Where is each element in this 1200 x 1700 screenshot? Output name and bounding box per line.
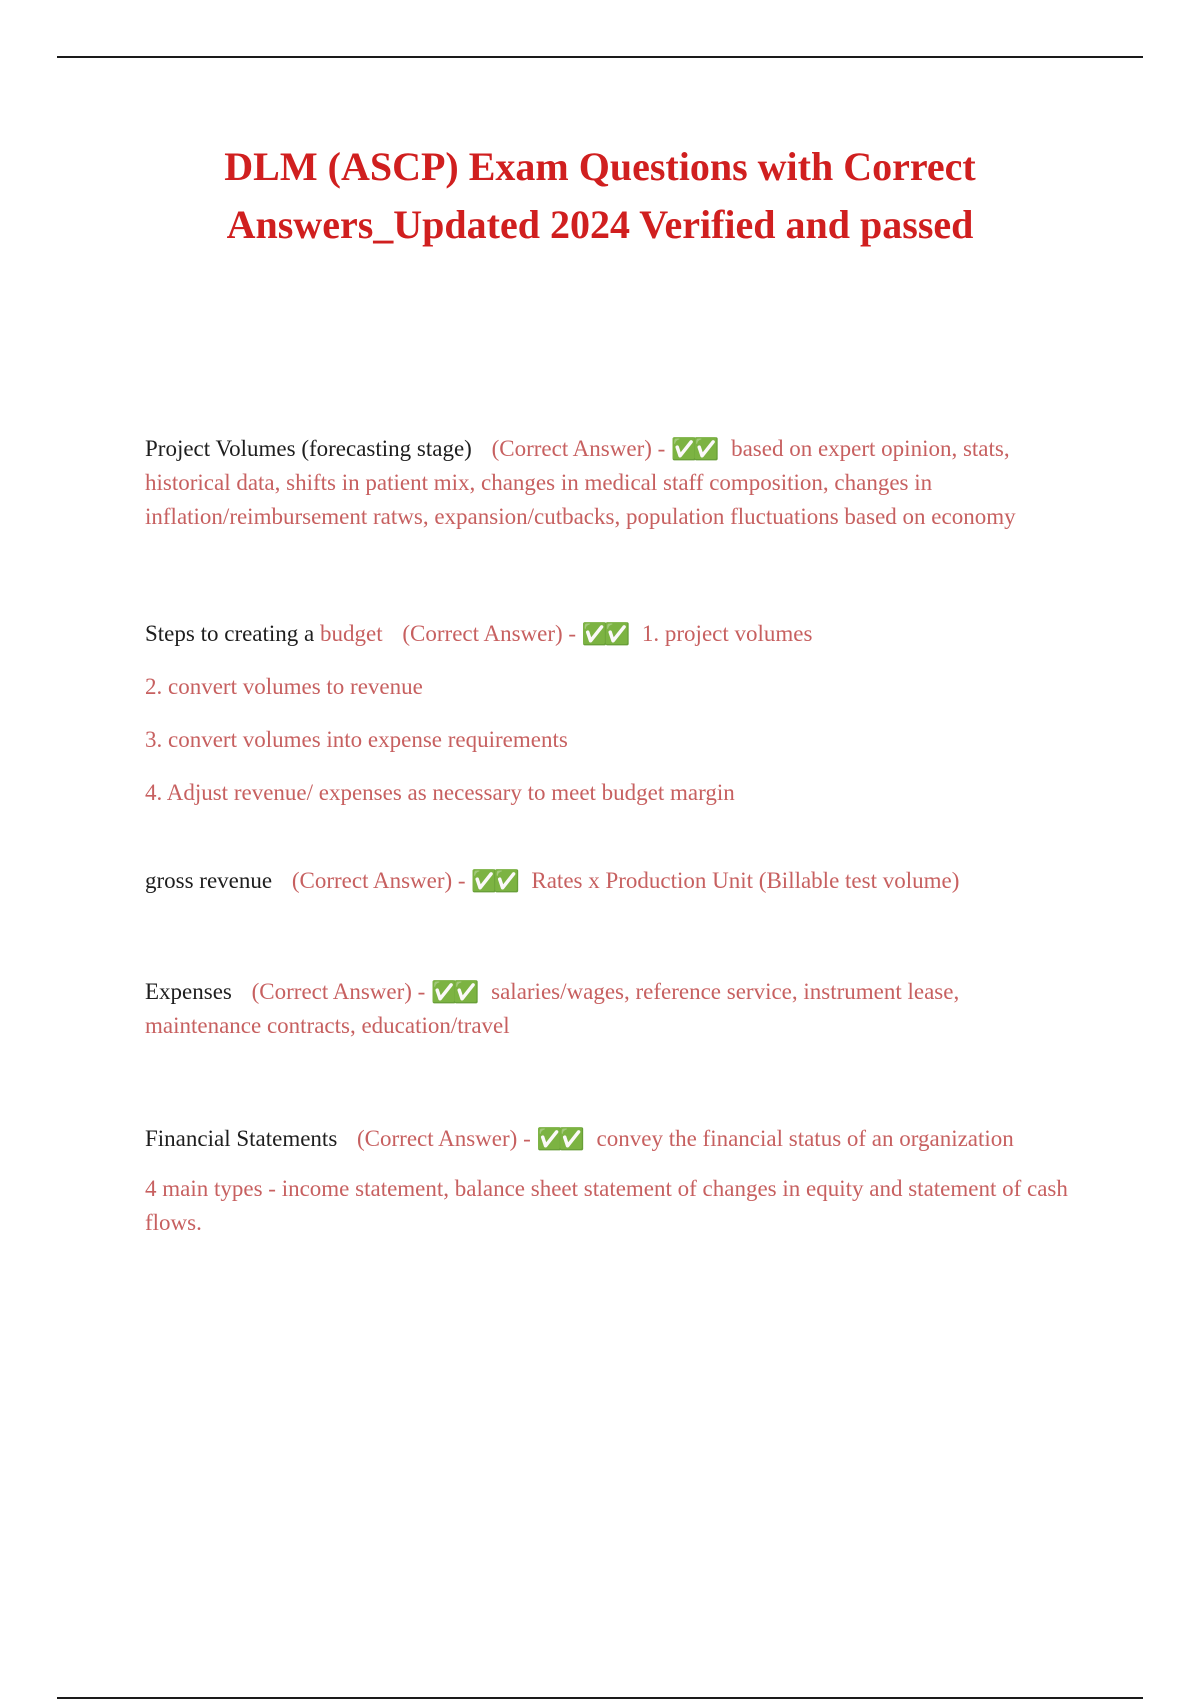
budget-step: 4. Adjust revenue/ expenses as necessary to meet budget margin [145,780,735,805]
answer-text: Rates x Production Unit (Billable test volume) [531,868,960,893]
qa-entry [145,617,1080,810]
question-text: Expenses [145,979,232,1004]
question-highlight: budget [320,621,383,646]
qa-entry [145,975,1080,1043]
double-check-icon: ✅✅ [536,1127,581,1151]
qa-paragraph [145,432,1080,534]
answer-label: (Correct Answer) - [357,1126,531,1151]
answer-label: (Correct Answer) - [491,436,666,461]
double-check-icon: ✅✅ [471,869,516,893]
qa-paragraph [145,864,1080,898]
answer-text: 1. project volumes [641,621,813,646]
top-rule [57,56,1143,58]
question-text: Project Volumes (forecasting stage) [145,436,472,461]
answer-label: (Correct Answer) - [291,868,466,893]
qa-paragraph [145,975,1080,1043]
bottom-rule [57,1697,1143,1699]
answer-extra: 4 main types - income statement, balance sheet statement of changes in equity and statement of cash flows. [145,1176,1068,1235]
double-check-icon: ✅✅ [431,980,476,1004]
question-text: Steps to creating a [145,621,315,646]
double-check-icon: ✅✅ [671,437,716,461]
qa-entry [145,432,1080,534]
qa-entry [145,864,1080,898]
answer-text: salaries/wages, reference service, instrument lease, maintenance contracts, education/travel [145,979,960,1038]
double-check-icon: ✅✅ [581,622,627,646]
budget-step: 3. convert volumes into expense requirements [145,727,568,752]
qa-paragraph [145,1122,1080,1156]
qa-paragraph [145,617,1080,651]
budget-step: 2. convert volumes to revenue [145,674,423,699]
answer-label: (Correct Answer) - [251,979,426,1004]
answer-label: (Correct Answer) - [402,621,577,646]
qa-content [145,432,1080,1240]
answer-text: based on expert opinion, stats, historical data, shifts in patient mix, changes in medical staff composition, changes in inflation/reimbursement ratws, expansion/cutbacks, population fluctuations based on economy [145,436,1016,529]
qa-entry [145,1122,1080,1240]
question-text: gross revenue [145,868,273,893]
question-text: Financial Statements [145,1126,338,1151]
title-line-2: Answers_Updated 2024 Verified and passed [226,202,974,247]
document-title [100,138,1100,254]
answer-text: convey the financial status of an organization [596,1126,1014,1151]
title-line-1: DLM (ASCP) Exam Questions with Correct [224,144,976,189]
